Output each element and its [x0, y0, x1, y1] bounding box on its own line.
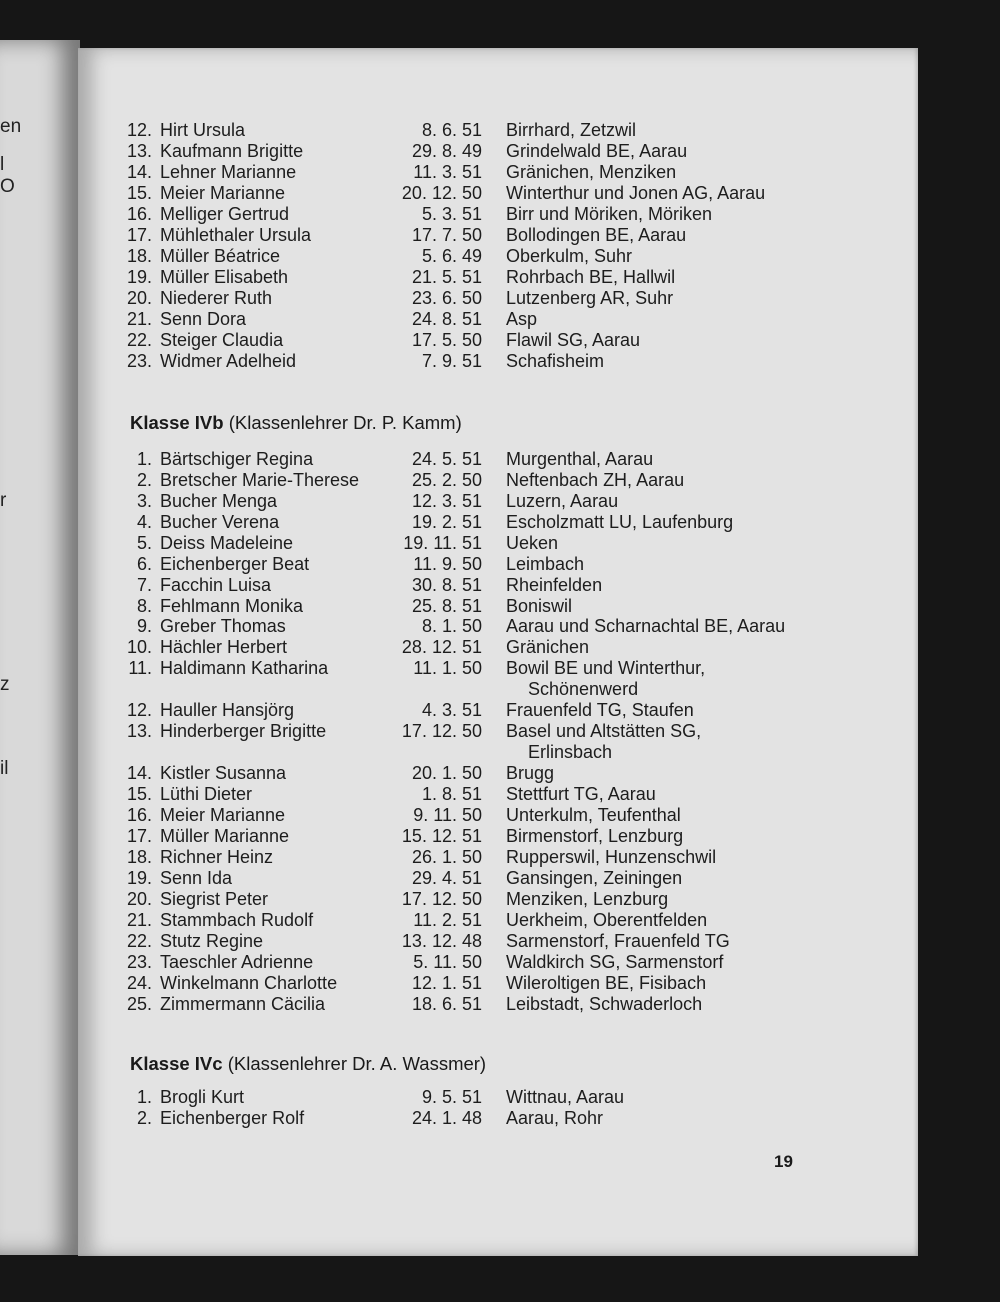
- entry-name: Bretscher Marie-Therese: [160, 470, 360, 490]
- entry-name: Senn Dora: [160, 309, 247, 329]
- left-page-fragment: z: [0, 674, 10, 695]
- entry-date: 28. 12. 51: [401, 637, 482, 657]
- entry-place: Wittnau, Aarau: [506, 1087, 625, 1107]
- entry-number: 8.: [136, 596, 152, 616]
- entry-place: Aarau und Scharnachtal BE, Aarau: [506, 616, 786, 636]
- entry-date: 11. 3. 51: [413, 162, 482, 182]
- entry-name: Hirt Ursula: [160, 120, 246, 140]
- entry-date: 24. 5. 51: [411, 449, 482, 469]
- entry-date: 17. 12. 50: [401, 721, 482, 741]
- entry-place: Escholzmatt LU, Laufenburg: [506, 512, 734, 532]
- entry-name: Brogli Kurt: [160, 1087, 245, 1107]
- entry-name: Müller Elisabeth: [160, 267, 289, 287]
- entry-number: 2.: [136, 470, 152, 490]
- entry-number: 22.: [126, 330, 152, 350]
- entry-number: 6.: [136, 554, 152, 574]
- entry-name: Hächler Herbert: [160, 637, 288, 657]
- entry-place: Oberkulm, Suhr: [506, 246, 633, 266]
- entry-number: 9.: [136, 616, 152, 636]
- entry-name: Lüthi Dieter: [160, 784, 253, 804]
- entry-place: Schafisheim: [506, 351, 605, 371]
- entry-date: 18. 6. 51: [411, 994, 482, 1014]
- document-page: [78, 48, 918, 1256]
- class-ivb-title: Klasse IVb: [130, 412, 224, 433]
- entry-place: Luzern, Aarau: [506, 491, 619, 511]
- entry-place: Lutzenberg AR, Suhr: [506, 288, 674, 308]
- entry-name: Hinderberger Brigitte: [160, 721, 327, 741]
- entry-number: 18.: [126, 246, 152, 266]
- entry-date: 25. 2. 50: [411, 470, 482, 490]
- entry-name: Melliger Gertrud: [160, 204, 290, 224]
- entry-name: Lehner Marianne: [160, 162, 297, 182]
- entry-number: 10.: [126, 637, 152, 657]
- entry-name: Widmer Adelheid: [160, 351, 297, 371]
- class-ivc-title: Klasse IVc: [130, 1053, 223, 1074]
- entry-place: Frauenfeld TG, Staufen: [506, 700, 694, 720]
- entry-place: Flawil SG, Aarau: [506, 330, 641, 350]
- class-ivc-heading: [130, 1053, 486, 1075]
- entry-name: Winkelmann Charlotte: [160, 973, 338, 993]
- entry-name: Facchin Luisa: [160, 575, 272, 595]
- entry-number: 20.: [126, 288, 152, 308]
- entry-number: 1.: [136, 449, 152, 469]
- entry-name: Kistler Susanna: [160, 763, 287, 783]
- entry-date: 4. 3. 51: [421, 700, 482, 720]
- entry-place: Gansingen, Zeiningen: [506, 868, 683, 888]
- entry-place: Murgenthal, Aarau: [506, 449, 654, 469]
- entry-name: Kaufmann Brigitte: [160, 141, 304, 161]
- entry-name: Niederer Ruth: [160, 288, 273, 308]
- entry-name: Meier Marianne: [160, 805, 286, 825]
- entry-name: Bärtschiger Regina: [160, 449, 314, 469]
- entry-date: 5. 3. 51: [421, 204, 482, 224]
- entry-number: 7.: [136, 575, 152, 595]
- entry-name: Fehlmann Monika: [160, 596, 304, 616]
- entry-number: 20.: [126, 889, 152, 909]
- entry-place: Asp: [506, 309, 538, 329]
- entry-number: 16.: [126, 805, 152, 825]
- entry-place: Menziken, Lenzburg: [506, 889, 669, 909]
- entry-place-continued: Schönenwerd: [528, 679, 639, 699]
- entry-name: Stammbach Rudolf: [160, 910, 314, 930]
- entry-name: Taeschler Adrienne: [160, 952, 314, 972]
- entry-date: 19. 11. 51: [403, 533, 482, 553]
- entry-date: 21. 5. 51: [411, 267, 482, 287]
- entry-date: 11. 1. 50: [413, 658, 482, 678]
- entry-place: Waldkirch SG, Sarmenstorf: [506, 952, 724, 972]
- entry-number: 23.: [126, 952, 152, 972]
- entry-date: 9. 5. 51: [421, 1087, 482, 1107]
- entry-place: Aarau, Rohr: [506, 1108, 604, 1128]
- entry-date: 11. 2. 51: [413, 910, 482, 930]
- entry-name: Mühlethaler Ursula: [160, 225, 312, 245]
- entry-number: 12.: [126, 120, 152, 140]
- entry-place: Wileroltigen BE, Fisibach: [506, 973, 707, 993]
- page-number: 19: [774, 1152, 793, 1171]
- entry-number: 13.: [126, 141, 152, 161]
- entry-date: 8. 1. 50: [421, 616, 482, 636]
- entry-date: 20. 12. 50: [401, 183, 482, 203]
- entry-name: Siegrist Peter: [160, 889, 269, 909]
- left-page-fragment: r: [0, 490, 7, 511]
- entry-number: 1.: [136, 1087, 152, 1107]
- entry-date: 12. 3. 51: [411, 491, 482, 511]
- entry-name: Eichenberger Beat: [160, 554, 310, 574]
- left-page-edge: [0, 40, 80, 1255]
- entry-number: 14.: [126, 763, 152, 783]
- entry-number: 25.: [126, 994, 152, 1014]
- entry-number: 21.: [126, 309, 152, 329]
- entry-date: 17. 5. 50: [411, 330, 482, 350]
- entry-number: 17.: [126, 826, 152, 846]
- entry-number: 2.: [136, 1108, 152, 1128]
- entry-date: 20. 1. 50: [411, 763, 482, 783]
- entry-date: 29. 8. 49: [411, 141, 482, 161]
- entry-date: 29. 4. 51: [411, 868, 482, 888]
- entry-place: Basel und Altstätten SG,: [506, 721, 702, 741]
- entry-place: Neftenbach ZH, Aarau: [506, 470, 685, 490]
- entry-name: Greber Thomas: [160, 616, 286, 636]
- entry-name: Bucher Verena: [160, 512, 280, 532]
- left-page-fragment: il: [0, 758, 9, 779]
- class-ivb-teacher: (Klassenlehrer Dr. P. Kamm): [228, 412, 462, 433]
- entry-date: 26. 1. 50: [411, 847, 482, 867]
- entry-date: 7. 9. 51: [421, 351, 482, 371]
- entry-name: Müller Béatrice: [160, 246, 281, 266]
- entry-number: 14.: [126, 162, 152, 182]
- entry-date: 17. 12. 50: [401, 889, 482, 909]
- entry-date: 12. 1. 51: [411, 973, 482, 993]
- entry-number: 19.: [126, 868, 152, 888]
- entry-date: 1. 8. 51: [421, 784, 482, 804]
- entry-date: 30. 8. 51: [411, 575, 482, 595]
- entry-number: 15.: [126, 183, 152, 203]
- entry-place: Ueken: [506, 533, 559, 553]
- entry-number: 23.: [126, 351, 152, 371]
- entry-place: Bowil BE und Winterthur,: [506, 658, 706, 678]
- entry-number: 16.: [126, 204, 152, 224]
- entry-date: 19. 2. 51: [411, 512, 482, 532]
- entry-number: 13.: [126, 721, 152, 741]
- entry-name: Haldimann Katharina: [160, 658, 329, 678]
- entry-date: 8. 6. 51: [421, 120, 482, 140]
- entry-place: Leimbach: [506, 554, 585, 574]
- entry-name: Steiger Claudia: [160, 330, 284, 350]
- entry-number: 17.: [126, 225, 152, 245]
- entry-name: Müller Marianne: [160, 826, 290, 846]
- entry-name: Zimmermann Cäcilia: [160, 994, 326, 1014]
- entry-number: 19.: [126, 267, 152, 287]
- entry-place: Birmenstorf, Lenzburg: [506, 826, 684, 846]
- class-ivb-heading: [130, 412, 462, 434]
- entry-place: Rheinfelden: [506, 575, 603, 595]
- entry-place: Stettfurt TG, Aarau: [506, 784, 656, 804]
- entry-date: 24. 1. 48: [411, 1108, 482, 1128]
- entry-place: Bollodingen BE, Aarau: [506, 225, 687, 245]
- entry-name: Eichenberger Rolf: [160, 1108, 305, 1128]
- entry-place: Rohrbach BE, Hallwil: [506, 267, 676, 287]
- entry-date: 17. 7. 50: [411, 225, 482, 245]
- entry-place: Rupperswil, Hunzenschwil: [506, 847, 717, 867]
- entry-name: Senn Ida: [160, 868, 233, 888]
- entry-place: Unterkulm, Teufenthal: [506, 805, 681, 825]
- left-page-fragment: l: [0, 154, 5, 175]
- entry-date: 5. 11. 50: [413, 952, 482, 972]
- entry-date: 5. 6. 49: [421, 246, 482, 266]
- entry-place: Uerkheim, Oberentfelden: [506, 910, 708, 930]
- entry-place: Sarmenstorf, Frauenfeld TG: [506, 931, 730, 951]
- entry-name: Stutz Regine: [160, 931, 264, 951]
- entry-date: 24. 8. 51: [411, 309, 482, 329]
- entry-place: Birrhard, Zetzwil: [506, 120, 637, 140]
- entry-date: 11. 9. 50: [413, 554, 482, 574]
- entry-place: Grindelwald BE, Aarau: [506, 141, 688, 161]
- entry-number: 12.: [126, 700, 152, 720]
- entry-number: 4.: [136, 512, 152, 532]
- entry-name: Meier Marianne: [160, 183, 286, 203]
- entry-place: Leibstadt, Schwaderloch: [506, 994, 703, 1014]
- entry-place: Birr und Möriken, Möriken: [506, 204, 713, 224]
- entry-number: 15.: [126, 784, 152, 804]
- entry-date: 23. 6. 50: [411, 288, 482, 308]
- entry-date: 9. 11. 50: [413, 805, 482, 825]
- entry-number: 5.: [136, 533, 152, 553]
- entry-name: Hauller Hansjörg: [160, 700, 295, 720]
- entry-name: Deiss Madeleine: [160, 533, 294, 553]
- entry-number: 11.: [128, 658, 152, 678]
- entry-number: 3.: [136, 491, 152, 511]
- entry-date: 13. 12. 48: [401, 931, 482, 951]
- entry-place: Brugg: [506, 763, 555, 783]
- entry-number: 24.: [126, 973, 152, 993]
- entry-number: 18.: [126, 847, 152, 867]
- entry-number: 22.: [126, 931, 152, 951]
- entry-date: 25. 8. 51: [411, 596, 482, 616]
- entry-date: 15. 12. 51: [401, 826, 482, 846]
- entry-place: Winterthur und Jonen AG, Aarau: [506, 183, 766, 203]
- left-page-fragment: O: [0, 176, 15, 197]
- entry-place: Boniswil: [506, 596, 573, 616]
- left-page-fragment: en: [0, 116, 22, 137]
- entry-place-continued: Erlinsbach: [528, 742, 613, 762]
- entry-name: Richner Heinz: [160, 847, 274, 867]
- entry-name: Bucher Menga: [160, 491, 278, 511]
- entry-place: Gränichen, Menziken: [506, 162, 677, 182]
- entry-place: Gränichen: [506, 637, 590, 657]
- class-ivc-teacher: (Klassenlehrer Dr. A. Wassmer): [227, 1053, 487, 1074]
- entry-number: 21.: [126, 910, 152, 930]
